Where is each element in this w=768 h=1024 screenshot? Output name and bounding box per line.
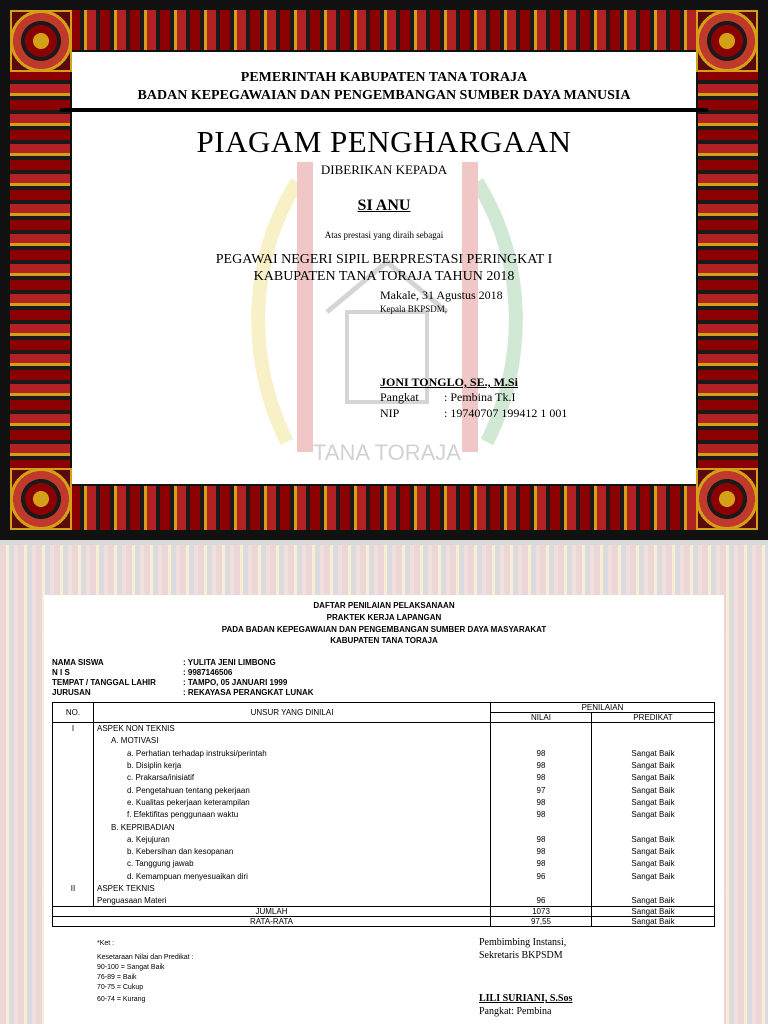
row-predikat: Sangat Baik bbox=[592, 870, 715, 882]
rank-value: : Pembina Tk.I bbox=[444, 390, 516, 404]
row-unsur: d. Pengetahuan tentang pekerjaan bbox=[94, 784, 491, 796]
row-nilai: 98 bbox=[491, 759, 592, 771]
row-no bbox=[53, 821, 94, 833]
total-label: JUMLAH bbox=[53, 907, 491, 917]
assessment-title-1: DAFTAR PENILAIAN PELAKSANAAN bbox=[313, 601, 455, 610]
row-nilai: 97 bbox=[491, 784, 592, 796]
table-row bbox=[53, 809, 715, 821]
row-no bbox=[53, 870, 94, 882]
row-no bbox=[53, 845, 94, 857]
student-field-value: : REKAYASA PERANGKAT LUNAK bbox=[183, 688, 314, 697]
average-nilai: 97,55 bbox=[491, 917, 592, 927]
row-no bbox=[53, 759, 94, 771]
student-field-label: JURUSAN bbox=[52, 688, 91, 697]
government-line-1: PEMERINTAH KABUPATEN TANA TORAJA bbox=[240, 70, 528, 85]
supervisor-title-2: Sekretaris BKPSDM bbox=[479, 950, 563, 961]
signer-name: JONI TONGLO, SE., M.Si bbox=[380, 375, 518, 389]
row-nilai bbox=[491, 882, 592, 894]
row-nilai bbox=[491, 821, 592, 833]
col-nilai-header: NILAI bbox=[491, 713, 592, 723]
assessment-table bbox=[52, 702, 715, 927]
student-field-label: N I S bbox=[52, 668, 70, 677]
assessment-title-4: KABUPATEN TANA TORAJA bbox=[330, 636, 438, 645]
row-nilai: 98 bbox=[491, 845, 592, 857]
row-unsur: f. Efektifitas penggunaan waktu bbox=[94, 809, 491, 821]
student-field-value: : 9987146506 bbox=[183, 668, 233, 677]
row-no bbox=[53, 772, 94, 784]
assessment-page bbox=[0, 545, 768, 1024]
achievement-intro: Atas prestasi yang diraih sebagai bbox=[324, 230, 444, 240]
row-nilai: 96 bbox=[491, 870, 592, 882]
table-row bbox=[53, 747, 715, 759]
row-unsur: B. KEPRIBADIAN bbox=[94, 821, 491, 833]
ornament-corner-top-right bbox=[696, 10, 758, 72]
ornament-corner-bottom-right bbox=[696, 468, 758, 530]
row-unsur: d. Kemampuan menyesuaikan diri bbox=[94, 870, 491, 882]
signer-position: Kepala BKPSDM, bbox=[380, 304, 447, 314]
table-row bbox=[53, 759, 715, 771]
row-nilai bbox=[491, 735, 592, 747]
nip-label: NIP bbox=[380, 406, 400, 420]
row-predikat: Sangat Baik bbox=[592, 833, 715, 845]
grading-note-line: *Ket : bbox=[97, 940, 115, 947]
frame-left-border bbox=[10, 10, 70, 530]
row-unsur: a. Kejujuran bbox=[94, 833, 491, 845]
row-unsur: ASPEK NON TEKNIS bbox=[94, 723, 491, 735]
frame-bottom-border bbox=[10, 486, 758, 530]
total-predikat: Sangat Baik bbox=[592, 907, 715, 917]
row-predikat: Sangat Baik bbox=[592, 784, 715, 796]
table-row bbox=[53, 784, 715, 796]
row-predikat: Sangat Baik bbox=[592, 772, 715, 784]
supervisor-rank: Pangkat: Pembina bbox=[479, 1006, 552, 1017]
ornament-corner-top-left bbox=[10, 10, 72, 72]
row-predikat bbox=[592, 882, 715, 894]
student-field-value: : YULITA JENI LIMBONG bbox=[183, 658, 276, 667]
grading-note-line: 60-74 = Kurang bbox=[97, 996, 146, 1003]
table-row bbox=[53, 882, 715, 894]
row-no: I bbox=[53, 723, 94, 735]
svg-text:TANA TORAJA: TANA TORAJA bbox=[313, 440, 461, 465]
row-no bbox=[53, 784, 94, 796]
col-penilaian-header: PENILAIAN bbox=[491, 703, 715, 713]
achievement-line-1: PEGAWAI NEGERI SIPIL BERPRESTASI PERINGKAT I bbox=[215, 252, 553, 267]
frame-right-border bbox=[698, 10, 758, 530]
col-no-header: NO. bbox=[53, 703, 94, 723]
row-no bbox=[53, 895, 94, 907]
table-row bbox=[53, 858, 715, 870]
row-predikat bbox=[592, 723, 715, 735]
table-row bbox=[53, 723, 715, 735]
row-unsur: ASPEK TEKNIS bbox=[94, 882, 491, 894]
table-row bbox=[53, 870, 715, 882]
row-no bbox=[53, 858, 94, 870]
row-predikat bbox=[592, 821, 715, 833]
given-to-label: DIBERIKAN KEPADA bbox=[320, 162, 448, 177]
grading-note-line: 90-100 = Sangat Baik bbox=[97, 964, 165, 971]
table-row bbox=[53, 735, 715, 747]
row-no bbox=[53, 809, 94, 821]
row-nilai: 98 bbox=[491, 772, 592, 784]
table-row bbox=[53, 821, 715, 833]
supervisor-name: LILI SURIANI, S.Sos bbox=[479, 993, 573, 1004]
row-predikat: Sangat Baik bbox=[592, 845, 715, 857]
row-unsur: Penguasaan Materi bbox=[94, 895, 491, 907]
header-divider bbox=[60, 108, 708, 112]
assessment-title-3: PADA BADAN KEPEGAWAIAN DAN PENGEMBANGAN SUMBER DAYA MASYARAKAT bbox=[221, 625, 547, 634]
row-unsur: c. Tanggung jawab bbox=[94, 858, 491, 870]
row-no bbox=[53, 735, 94, 747]
row-predikat: Sangat Baik bbox=[592, 858, 715, 870]
row-nilai: 98 bbox=[491, 747, 592, 759]
grading-note-line: 76-89 = Baik bbox=[97, 974, 137, 981]
row-no bbox=[53, 796, 94, 808]
row-nilai: 98 bbox=[491, 809, 592, 821]
row-nilai: 98 bbox=[491, 833, 592, 845]
place-date: Makale, 31 Agustus 2018 bbox=[380, 288, 503, 302]
table-row bbox=[53, 895, 715, 907]
row-predikat: Sangat Baik bbox=[592, 747, 715, 759]
average-label: RATA-RATA bbox=[53, 917, 491, 927]
frame-top-border bbox=[10, 10, 758, 50]
row-predikat: Sangat Baik bbox=[592, 809, 715, 821]
student-field-value: : TAMPO, 05 JANUARI 1999 bbox=[183, 678, 288, 687]
total-nilai: 1073 bbox=[491, 907, 592, 917]
average-predikat: Sangat Baik bbox=[592, 917, 715, 927]
row-no bbox=[53, 747, 94, 759]
row-unsur: A. MOTIVASI bbox=[94, 735, 491, 747]
assessment-title-2: PRAKTEK KERJA LAPANGAN bbox=[326, 613, 442, 622]
recipient-name: SI ANU bbox=[357, 197, 411, 214]
table-row bbox=[53, 833, 715, 845]
achievement-line-2: KABUPATEN TANA TORAJA TAHUN 2018 bbox=[253, 269, 515, 284]
ornament-corner-bottom-left bbox=[10, 468, 72, 530]
row-unsur: b. Kebersihan dan kesopanan bbox=[94, 845, 491, 857]
row-nilai: 98 bbox=[491, 796, 592, 808]
table-row bbox=[53, 845, 715, 857]
row-nilai bbox=[491, 723, 592, 735]
rank-label: Pangkat bbox=[380, 390, 419, 404]
row-predikat bbox=[592, 735, 715, 747]
supervisor-title-1: Pembimbing Instansi, bbox=[479, 937, 567, 948]
row-predikat: Sangat Baik bbox=[592, 895, 715, 907]
table-row bbox=[53, 796, 715, 808]
row-unsur: c. Prakarsa/inisiatif bbox=[94, 772, 491, 784]
grading-note-line: Kesetaraan Nilai dan Predikat : bbox=[97, 954, 194, 961]
certificate-title: PIAGAM PENGHARGAAN bbox=[196, 124, 572, 159]
certificate-body bbox=[72, 52, 696, 484]
row-predikat: Sangat Baik bbox=[592, 759, 715, 771]
student-field-label: NAMA SISWA bbox=[52, 658, 104, 667]
col-unsur-header: UNSUR YANG DINILAI bbox=[94, 703, 491, 723]
nip-value: : 19740707 199412 1 001 bbox=[444, 406, 568, 420]
row-nilai: 96 bbox=[491, 895, 592, 907]
grading-note-line: 70-75 = Cukup bbox=[97, 984, 144, 991]
row-no: II bbox=[53, 882, 94, 894]
row-unsur: e. Kualitas pekerjaan keterampilan bbox=[94, 796, 491, 808]
row-nilai: 98 bbox=[491, 858, 592, 870]
row-predikat: Sangat Baik bbox=[592, 796, 715, 808]
student-field-label: TEMPAT / TANGGAL LAHIR bbox=[52, 678, 156, 687]
table-row bbox=[53, 772, 715, 784]
row-unsur: a. Perhatian terhadap instruksi/perintah bbox=[94, 747, 491, 759]
row-unsur: b. Disiplin kerja bbox=[94, 759, 491, 771]
government-line-2: BADAN KEPEGAWAIAN DAN PENGEMBANGAN SUMBER DAYA MANUSIA bbox=[137, 88, 631, 103]
col-predikat-header: PREDIKAT bbox=[592, 713, 715, 723]
row-no bbox=[53, 833, 94, 845]
